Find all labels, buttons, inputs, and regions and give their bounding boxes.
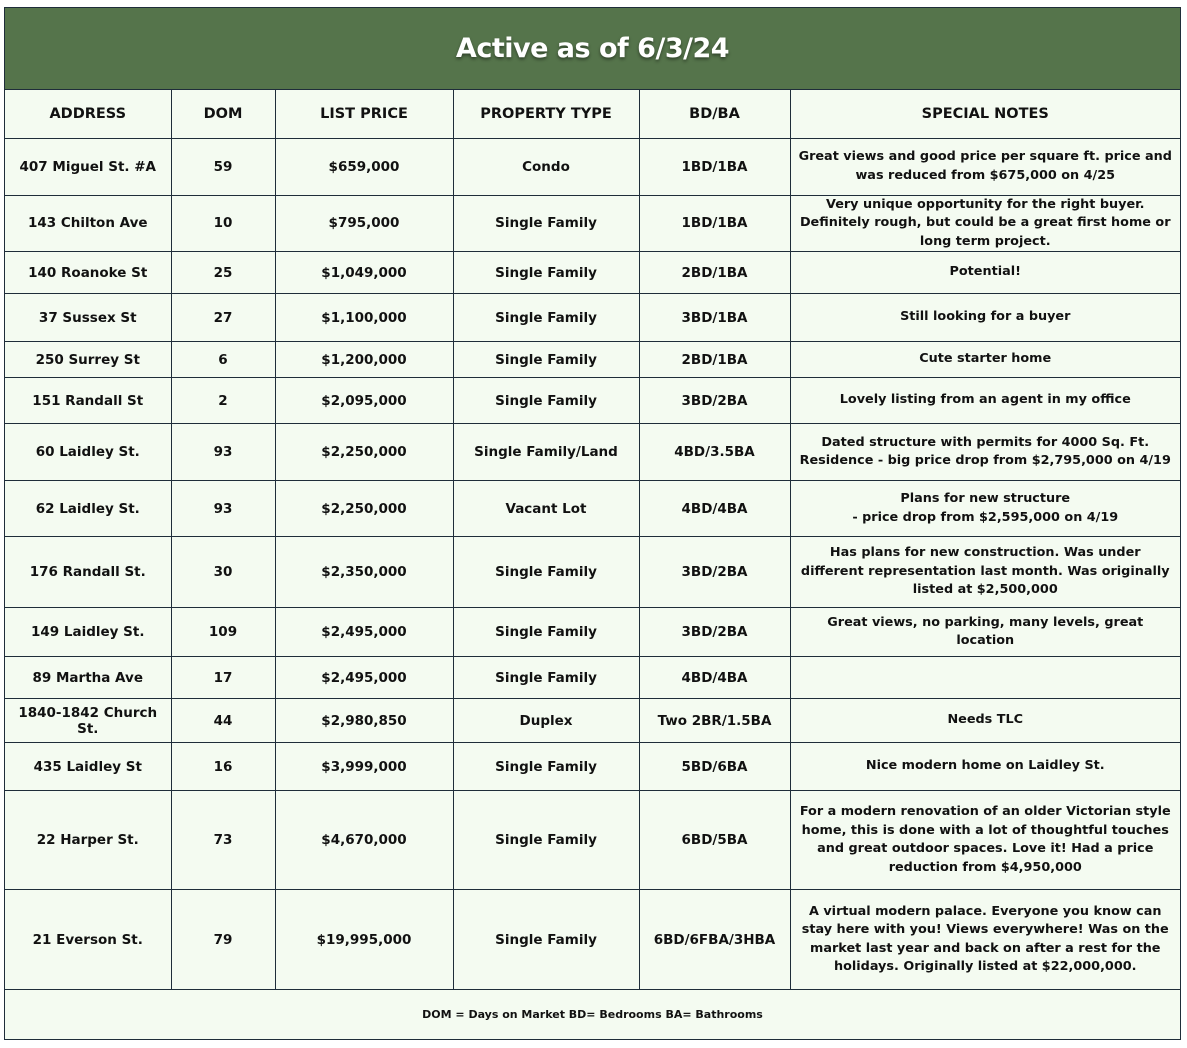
cell-special-notes [790, 342, 1180, 378]
table-row [5, 791, 1180, 890]
cell-address: 250 Surrey St [5, 342, 171, 378]
header-dom: DOM [171, 90, 275, 138]
cell-dom: 59 [171, 138, 275, 195]
cell-property-type: Condo [453, 138, 639, 195]
cell-list-price: $3,999,000 [275, 743, 453, 791]
cell-special-notes [790, 294, 1180, 342]
cell-dom: 16 [171, 743, 275, 791]
cell-address: 176 Randall St. [5, 537, 171, 608]
cell-dom: 25 [171, 252, 275, 294]
cell-property-type: Single Family [453, 195, 639, 252]
cell-bdba: 2BD/1BA [639, 252, 790, 294]
special-notes-text: Dated structure with permits for 4000 Sq. Ft. Residence - big price drop from $2,795,000 on 4/19 [799, 434, 1171, 468]
cell-property-type: Single Family [453, 791, 639, 890]
cell-property-type: Single Family [453, 342, 639, 378]
cell-property-type: Single Family [453, 252, 639, 294]
table-row [5, 424, 1180, 481]
table-row [5, 890, 1180, 990]
special-notes-text: Has plans for new construction. Was under different representation last month. Was originally listed at $2,500,000 [800, 545, 1170, 598]
cell-property-type: Single Family [453, 890, 639, 990]
cell-list-price: $2,495,000 [275, 608, 453, 657]
special-notes-text: Nice modern home on Laidley St. [865, 758, 1105, 774]
header-special-notes: SPECIAL NOTES [790, 90, 1180, 138]
cell-bdba: 6BD/5BA [639, 791, 790, 890]
cell-bdba: 4BD/4BA [639, 481, 790, 537]
special-notes-text: Cute starter home [919, 351, 1052, 367]
header-row [5, 90, 1180, 138]
cell-list-price: $2,095,000 [275, 378, 453, 424]
cell-dom: 10 [171, 195, 275, 252]
cell-property-type: Single Family/Land [453, 424, 639, 481]
cell-address: 143 Chilton Ave [5, 195, 171, 252]
cell-dom: 109 [171, 608, 275, 657]
cell-dom: 93 [171, 424, 275, 481]
cell-special-notes [790, 481, 1180, 537]
cell-list-price: $1,200,000 [275, 342, 453, 378]
special-notes-text: Great views and good price per square ft. price and was reduced from $675,000 on 4/25 [798, 149, 1172, 183]
cell-address: 60 Laidley St. [5, 424, 171, 481]
cell-dom: 30 [171, 537, 275, 608]
cell-list-price: $2,980,850 [275, 699, 453, 743]
cell-address: 21 Everson St. [5, 890, 171, 990]
cell-bdba: Two 2BR/1.5BA [639, 699, 790, 743]
cell-special-notes [790, 657, 1180, 699]
special-notes-text: Great views, no parking, many levels, great location [827, 614, 1144, 648]
cell-address: 89 Martha Ave [5, 657, 171, 699]
header-address: ADDRESS [5, 90, 171, 138]
cell-address: 151 Randall St [5, 378, 171, 424]
special-notes-text: For a modern renovation of an older Victorian style home, this is done with a lot of thoughtful touches and great outdoor spaces. Love it! Had a price reduction from $4,950,000 [799, 804, 1171, 875]
cell-address: 149 Laidley St. [5, 608, 171, 657]
special-notes-text: Needs TLC [947, 712, 1024, 728]
cell-dom: 73 [171, 791, 275, 890]
cell-property-type: Single Family [453, 294, 639, 342]
cell-special-notes [790, 699, 1180, 743]
cell-list-price: $795,000 [275, 195, 453, 252]
cell-dom: 6 [171, 342, 275, 378]
cell-list-price: $659,000 [275, 138, 453, 195]
cell-bdba: 1BD/1BA [639, 138, 790, 195]
cell-list-price: $4,670,000 [275, 791, 453, 890]
cell-bdba: 2BD/1BA [639, 342, 790, 378]
cell-dom: 27 [171, 294, 275, 342]
cell-dom: 93 [171, 481, 275, 537]
cell-list-price: $2,250,000 [275, 481, 453, 537]
cell-special-notes [790, 743, 1180, 791]
cell-property-type: Duplex [453, 699, 639, 743]
cell-bdba: 4BD/3.5BA [639, 424, 790, 481]
cell-special-notes [790, 195, 1180, 252]
cell-special-notes [790, 138, 1180, 195]
cell-address: 62 Laidley St. [5, 481, 171, 537]
header-bdba: BD/BA [639, 90, 790, 138]
table-row [5, 657, 1180, 699]
cell-dom: 79 [171, 890, 275, 990]
special-notes-text: Potential! [949, 264, 1021, 280]
cell-property-type: Single Family [453, 657, 639, 699]
special-notes-text: Still looking for a buyer [900, 309, 1071, 325]
table-row [5, 195, 1180, 252]
cell-bdba: 3BD/2BA [639, 608, 790, 657]
cell-bdba: 3BD/2BA [639, 537, 790, 608]
cell-special-notes [790, 537, 1180, 608]
header-list-price: LIST PRICE [275, 90, 453, 138]
table-row [5, 138, 1180, 195]
table-row [5, 537, 1180, 608]
special-notes-text: Very unique opportunity for the right buyer. Definitely rough, but could be a great first home or long term project. [799, 196, 1171, 249]
table-row [5, 378, 1180, 424]
table-row [5, 743, 1180, 791]
table-row [5, 608, 1180, 657]
cell-dom: 2 [171, 378, 275, 424]
cell-address: 37 Sussex St [5, 294, 171, 342]
cell-list-price: $2,250,000 [275, 424, 453, 481]
table-row [5, 481, 1180, 537]
cell-special-notes [790, 424, 1180, 481]
cell-address: 435 Laidley St [5, 743, 171, 791]
cell-property-type: Single Family [453, 743, 639, 791]
cell-dom: 44 [171, 699, 275, 743]
header-property-type: PROPERTY TYPE [453, 90, 639, 138]
cell-list-price: $19,995,000 [275, 890, 453, 990]
cell-list-price: $2,495,000 [275, 657, 453, 699]
listings-sheet [4, 7, 1181, 1040]
special-notes-text: A virtual modern palace. Everyone you know can stay here with you! Views everywhere! Was on the market last year and back on after a rest for the holidays. Originally listed at $22,000,000. [801, 903, 1169, 974]
cell-address: 407 Miguel St. #A [5, 138, 171, 195]
cell-special-notes [790, 378, 1180, 424]
special-notes-text: Plans for new structure - price drop from $2,595,000 on 4/19 [852, 491, 1119, 525]
legend-footnote: DOM = Days on Market BD= Bedrooms BA= Bathrooms [5, 990, 1180, 1039]
title-bar [5, 8, 1180, 90]
page-title: Active as of 6/3/24 [455, 33, 730, 64]
cell-list-price: $1,049,000 [275, 252, 453, 294]
cell-special-notes [790, 791, 1180, 890]
table-row [5, 699, 1180, 743]
footer-row [5, 990, 1180, 1039]
cell-bdba: 3BD/1BA [639, 294, 790, 342]
special-notes-text: Lovely listing from an agent in my office [839, 392, 1131, 408]
table-row [5, 294, 1180, 342]
cell-bdba: 1BD/1BA [639, 195, 790, 252]
cell-property-type: Vacant Lot [453, 481, 639, 537]
table-row [5, 342, 1180, 378]
table-row [5, 252, 1180, 294]
cell-dom: 17 [171, 657, 275, 699]
cell-property-type: Single Family [453, 608, 639, 657]
cell-bdba: 3BD/2BA [639, 378, 790, 424]
cell-address: 1840-1842 Church St. [5, 699, 171, 743]
cell-property-type: Single Family [453, 378, 639, 424]
cell-list-price: $2,350,000 [275, 537, 453, 608]
cell-special-notes [790, 608, 1180, 657]
cell-address: 140 Roanoke St [5, 252, 171, 294]
cell-bdba: 6BD/6FBA/3HBA [639, 890, 790, 990]
listings-table [5, 90, 1180, 1039]
cell-list-price: $1,100,000 [275, 294, 453, 342]
cell-bdba: 5BD/6BA [639, 743, 790, 791]
cell-special-notes [790, 252, 1180, 294]
cell-address: 22 Harper St. [5, 791, 171, 890]
cell-bdba: 4BD/4BA [639, 657, 790, 699]
cell-property-type: Single Family [453, 537, 639, 608]
cell-special-notes [790, 890, 1180, 990]
